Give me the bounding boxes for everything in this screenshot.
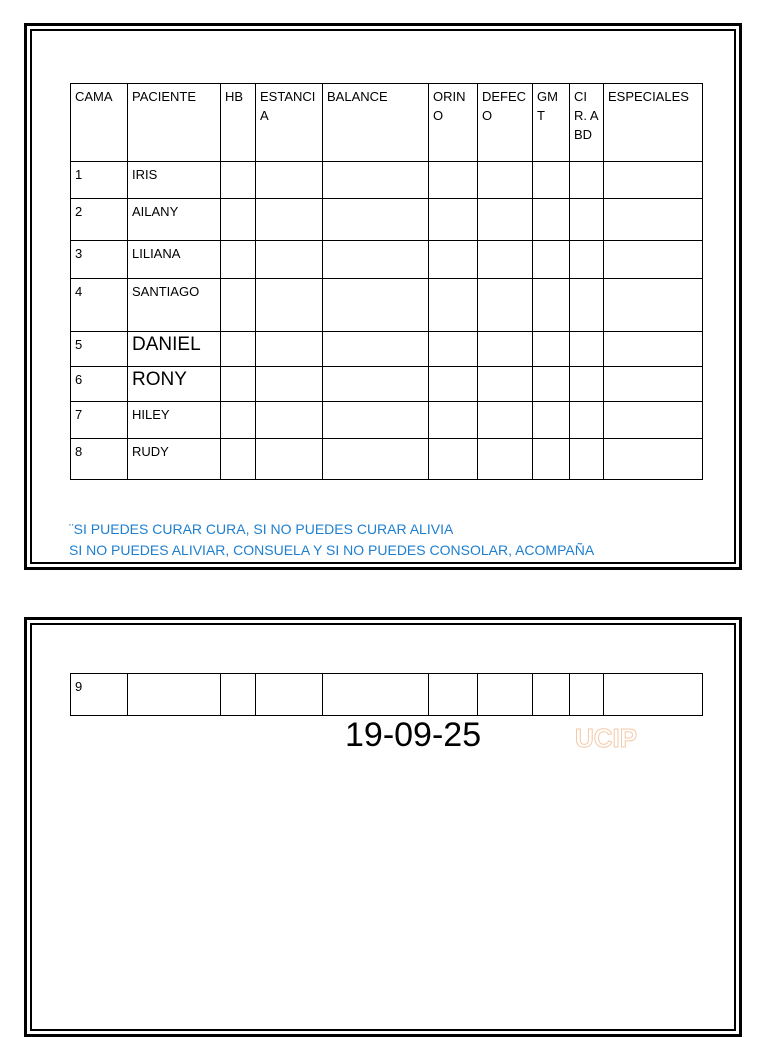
cell-hb (221, 241, 256, 279)
table-row (71, 674, 703, 716)
patient-name: LILIANA (128, 241, 221, 279)
cell-hb (221, 402, 256, 439)
table-row (71, 439, 703, 480)
patient-name: HILEY (128, 402, 221, 439)
patient-name: RONY (128, 367, 221, 402)
cell-especiales (604, 367, 703, 402)
cell-hb (221, 332, 256, 367)
patient-name: RUDY (128, 439, 221, 480)
date-label: 19-09-25 (345, 716, 482, 754)
header-cama: CAMA (71, 84, 128, 162)
cell-estancia (256, 279, 323, 332)
header-balance: BALANCE (323, 84, 429, 162)
cell-hb (221, 162, 256, 199)
cell-especiales (604, 279, 703, 332)
cell-defeco (478, 199, 533, 241)
bed-number: 6 (71, 367, 128, 402)
cell-balance (323, 162, 429, 199)
cell-defeco (478, 367, 533, 402)
cell-defeco (478, 674, 533, 716)
bed-number: 3 (71, 241, 128, 279)
cell-orino (429, 439, 478, 480)
header-paciente: PACIENTE (128, 84, 221, 162)
bed-number: 8 (71, 439, 128, 480)
cell-especiales (604, 241, 703, 279)
cell-hb (221, 439, 256, 480)
cell-cir-abd (570, 162, 604, 199)
cell-cir-abd (570, 332, 604, 367)
table-row (71, 402, 703, 439)
cell-cir-abd (570, 439, 604, 480)
cell-defeco (478, 162, 533, 199)
cell-hb (221, 279, 256, 332)
table-row (71, 279, 703, 332)
cell-hb (221, 367, 256, 402)
patient-table-continued (70, 673, 703, 716)
cell-balance (323, 199, 429, 241)
cell-defeco (478, 241, 533, 279)
cell-orino (429, 367, 478, 402)
header-row (71, 84, 703, 162)
quote-line-2: SI NO PUEDES ALIVIAR, CONSUELA Y SI NO PUEDES CONSOLAR, ACOMPAÑA (69, 542, 595, 558)
cell-cir-abd (570, 674, 604, 716)
bed-number: 1 (71, 162, 128, 199)
cell-orino (429, 402, 478, 439)
cell-estancia (256, 367, 323, 402)
cell-balance (323, 439, 429, 480)
cell-estancia (256, 162, 323, 199)
patient-table (70, 83, 703, 480)
cell-defeco (478, 402, 533, 439)
cell-hb (221, 674, 256, 716)
cell-gmt (533, 332, 570, 367)
header-especiales: ESPECIALES (604, 84, 703, 162)
table-row (71, 241, 703, 279)
table-row (71, 332, 703, 367)
cell-gmt (533, 279, 570, 332)
table-row (71, 367, 703, 402)
cell-estancia (256, 402, 323, 439)
table-row (71, 199, 703, 241)
cell-orino (429, 279, 478, 332)
cell-estancia (256, 199, 323, 241)
header-estancia: ESTANCIA (256, 84, 323, 162)
cell-cir-abd (570, 367, 604, 402)
cell-orino (429, 199, 478, 241)
cell-gmt (533, 439, 570, 480)
cell-defeco (478, 279, 533, 332)
patient-name: AILANY (128, 199, 221, 241)
cell-balance (323, 367, 429, 402)
cell-gmt (533, 402, 570, 439)
patient-name: SANTIAGO (128, 279, 221, 332)
cell-especiales (604, 674, 703, 716)
cell-especiales (604, 199, 703, 241)
cell-cir-abd (570, 279, 604, 332)
page-2 (24, 617, 742, 1037)
cell-defeco (478, 332, 533, 367)
cell-especiales (604, 332, 703, 367)
cell-balance (323, 332, 429, 367)
cell-hb (221, 199, 256, 241)
header-orino: ORINO (429, 84, 478, 162)
cell-balance (323, 402, 429, 439)
bed-number: 5 (71, 332, 128, 367)
patient-name: DANIEL (128, 332, 221, 367)
cell-especiales (604, 162, 703, 199)
cell-orino (429, 332, 478, 367)
bed-number: 7 (71, 402, 128, 439)
unit-stamp: UCIP (575, 723, 638, 753)
cell-estancia (256, 241, 323, 279)
cell-especiales (604, 402, 703, 439)
header-cir-abd: CIR. ABD (570, 84, 604, 162)
cell-balance (323, 279, 429, 332)
cell-especiales (604, 439, 703, 480)
cell-gmt (533, 241, 570, 279)
quote-line-1: ¨SI PUEDES CURAR CURA, SI NO PUEDES CURAR ALIVIA (69, 521, 454, 537)
cell-cir-abd (570, 402, 604, 439)
cell-balance (323, 241, 429, 279)
cell-orino (429, 674, 478, 716)
cell-gmt (533, 674, 570, 716)
cell-estancia (256, 674, 323, 716)
header-defeco: DEFECO (478, 84, 533, 162)
cell-gmt (533, 367, 570, 402)
cell-cir-abd (570, 199, 604, 241)
cell-orino (429, 241, 478, 279)
cell-balance (323, 674, 429, 716)
page-1 (24, 23, 742, 570)
cell-estancia (256, 332, 323, 367)
cell-orino (429, 162, 478, 199)
patient-name (128, 674, 221, 716)
cell-gmt (533, 199, 570, 241)
bed-number: 9 (71, 674, 128, 716)
cell-gmt (533, 162, 570, 199)
header-hb: HB (221, 84, 256, 162)
cell-defeco (478, 439, 533, 480)
cell-cir-abd (570, 241, 604, 279)
cell-estancia (256, 439, 323, 480)
header-gmt: GMT (533, 84, 570, 162)
patient-name: IRIS (128, 162, 221, 199)
bed-number: 2 (71, 199, 128, 241)
table-row (71, 162, 703, 199)
bed-number: 4 (71, 279, 128, 332)
